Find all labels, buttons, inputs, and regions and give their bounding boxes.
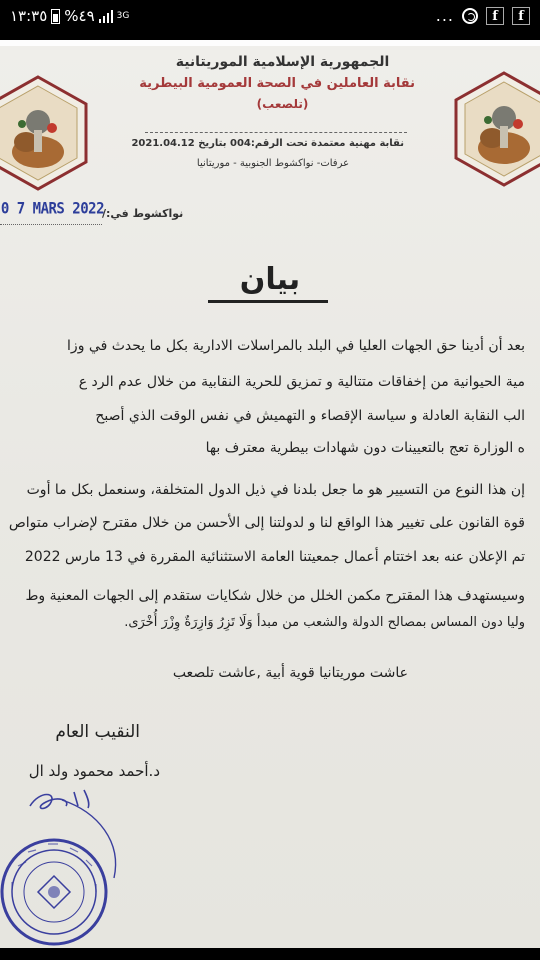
facebook-icon: f <box>512 7 530 25</box>
signal-icon <box>99 9 113 23</box>
body-line: إن هذا النوع من التسيير هو ما جعل بلدنا في ذيل الدول المتخلفة، وسنعمل بكل ما أوت <box>26 482 525 498</box>
date-label: نواكشوط في:/ <box>102 207 184 220</box>
document-title <box>190 262 350 322</box>
body-line: مية الحيوانية من إخفاقات متتالية و تمزيق للحرية النقابية من خلال عدم الرد ع <box>78 374 525 390</box>
title-underline <box>208 300 328 303</box>
signatory-title: النقيب العام <box>55 722 140 742</box>
signatory-name: د.أحمد محمود ولد ال <box>28 762 160 780</box>
official-stamp <box>0 836 110 948</box>
status-right <box>436 6 530 25</box>
whatsapp-icon <box>462 8 478 24</box>
title-text: بيان <box>239 262 301 297</box>
clock: ١٣:٣٥ <box>10 7 48 25</box>
letterhead-union: نقابة العاملين في الصحة العمومية البيطرية <box>139 76 415 91</box>
body-line: وليا دون المساس بمصالح الدولة والشعب من مبدأ وَلَا تَزِرُ وَازِرَةٌ وِزْرَ أُخْرَى. <box>124 615 525 630</box>
body-line: بعد أن أدينا حق الجهات العليا في البلد بالمراسلات الادارية بكل ما يحدث في وزا <box>67 338 525 354</box>
letterhead-country: الجمهورية الإسلامية الموريتانية <box>175 54 390 70</box>
letterhead-registration: نقابة مهنية معتمدة تحت الرقم:004 بتاريخ 2021.04.12 <box>131 138 404 149</box>
body-line: قوة القانون على تغيير هذا الواقع لنا و لدولتنا إلى الأحسن من خلال مقترح لإضراب متواص <box>8 515 525 531</box>
letterhead-acronym: (تلصعب) <box>256 97 309 111</box>
paper-edge <box>0 40 540 46</box>
body-line: ه الوزارة تعج بالتعيينات دون شهادات بيطرية معترف بها <box>205 440 525 456</box>
closing-slogan: عاشت موريتانيا قوية أبية ,عاشت تلصعب <box>172 665 408 681</box>
body-line: تم الإعلان عنه بعد اختتام أعمال جمعيتنا العامة الاستثنائية المقررة في 13 مارس 2022 <box>24 549 525 565</box>
union-logo-left <box>0 74 90 192</box>
battery-icon <box>51 9 60 24</box>
body-line: وسيستهدف هذا المقترح مكمن الخلل من خلال شكايات ستقدم إلى الجهات المعنية وط <box>25 588 525 604</box>
facebook-icon: f <box>486 7 504 25</box>
battery-percent: %٤٩ <box>64 7 95 25</box>
date-underline <box>0 224 102 225</box>
body-line: الب النقابة العادلة و سياسة الإقصاء و التهميش في نفس الوقت الذي أصبح <box>95 408 525 424</box>
status-left <box>10 7 129 25</box>
status-bar <box>0 0 540 34</box>
document-photo <box>0 40 540 948</box>
more-indicator: ... <box>435 6 454 25</box>
date-stamp: 0 7 MARS 2022 <box>0 199 104 219</box>
network-type: 3G <box>116 10 130 21</box>
union-logo-right <box>452 70 540 188</box>
letterhead-address: عرفات- نواكشوط الجنوبية - موريتانيا <box>196 158 350 169</box>
letterhead-divider <box>145 132 407 133</box>
